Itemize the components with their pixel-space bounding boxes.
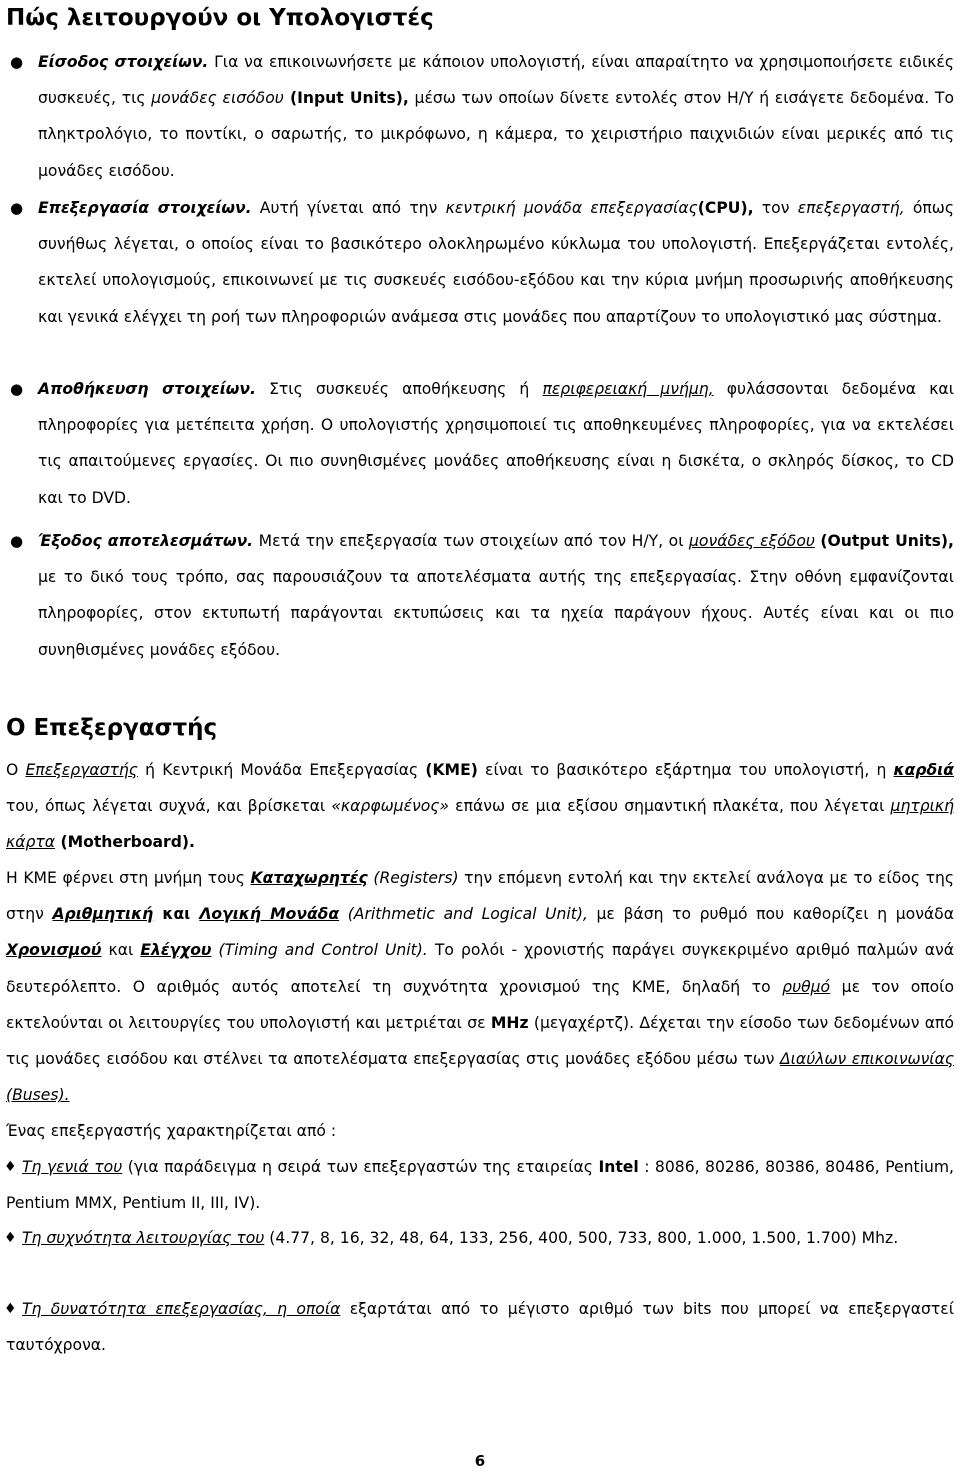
term-mhz: MHz — [490, 1013, 529, 1032]
term-output-units-en: (Output Units), — [820, 532, 954, 550]
paragraph-processor-intro — [6, 752, 954, 861]
paragraph-frequency — [6, 1220, 954, 1256]
diamond-bullet-icon: ♦ — [4, 1159, 17, 1175]
term-processor: επεξεργαστή, — [797, 199, 905, 217]
paragraph-storage — [38, 371, 954, 516]
bullet-icon: ● — [10, 53, 24, 71]
paragraph-input — [38, 44, 954, 189]
text: την επόμενη εντολή και την εκτελεί ανάλογα με το είδος της στην — [6, 869, 955, 924]
bullet-icon: ● — [10, 199, 24, 217]
term-input-units: μονάδες εισόδου — [151, 89, 284, 108]
term-intel: Intel — [598, 1158, 639, 1176]
text: με τον οποίο εκτελούνται οι λειτουργίες του υπολογιστή και μετριέται σε — [6, 977, 954, 1032]
text: Μετά την επεξεργασία των στοιχείων από τον Η/Υ, οι — [253, 532, 690, 550]
term-cpu-en: (CPU), — [697, 199, 754, 217]
term-timing-control-en: (Timing and Control Unit). — [211, 941, 428, 960]
label-processing: Επεξεργασία στοιχείων. — [38, 199, 252, 217]
paragraph-processor-operation — [6, 860, 954, 1113]
text: Ο — [6, 761, 26, 779]
paragraph-generation — [6, 1149, 954, 1221]
text: Το ρολόι - χρονιστής παράγει συγκεκριμένο αριθμό παλμών ανά δευτερόλεπτο. Ο αριθμός αυτός αποτελεί τη συχνότητα χρονισμού της ΚΜΕ, δηλαδή το — [6, 941, 954, 996]
text: Η ΚΜΕ φέρνει στη μνήμη τους — [6, 869, 251, 887]
text: και — [101, 941, 141, 960]
term-heart: καρδιά — [893, 761, 954, 779]
text: του, όπως λέγεται συχνά, και βρίσκεται — [6, 797, 332, 816]
text: εξαρτάται από το μέγιστο αριθμό των bits που μπορεί να επεξεργαστεί ταυτόχρονα. — [6, 1300, 954, 1355]
text: (4.77, 8, 16, 32, 48, 64, 133, 256, 400, 500, 733, 800, 1.000, 1.500, 1.700) Mhz. — [264, 1229, 899, 1247]
text: : 8086, 80286, 80386, 80486, Pentium, Pentium MMX, Pentium II, III, IV). — [6, 1158, 954, 1213]
page-number: 6 — [474, 1452, 486, 1470]
term-arithmetic: Αριθμητική — [52, 905, 154, 924]
term-alu-en: (Arithmetic and Logical Unit), — [339, 905, 588, 924]
term-cpu: κεντρική μονάδα επεξεργασίας — [445, 199, 698, 217]
bullet-icon: ● — [10, 532, 24, 550]
text: Για να επικοινωνήσετε με κάποιον υπολογιστή, είναι απαραίτητο να χρησιμοποιήσετε ειδικές συσκευές, τις — [38, 53, 954, 108]
term-control: Ελέγχου — [140, 941, 212, 960]
paragraph-characteristics-intro: Ένας επεξεργαστής χαρακτηρίζεται από : — [6, 1122, 337, 1140]
paragraph-output — [38, 523, 954, 668]
term-rate: ρυθμό — [782, 977, 831, 996]
text: ή Κεντρική Μονάδα Επεξεργασίας — [137, 761, 426, 779]
text: Στις συσκευές αποθήκευσης ή — [255, 380, 543, 398]
text: Αυτή γίνεται από την — [251, 199, 446, 217]
text: φυλάσσονται δεδομένα και πληροφορίες για μετέπειτα χρήση. Ο υπολογιστής χρησιμοποιεί τις αποθηκευμένες πληροφορίες, για να εκτελέσει τις απαιτούμενες εργασίες. Οι πιο συνηθισμένες μονάδες αποθήκευσης είναι η δισκέτα, ο σκληρός δίσκος, το CD και το DVD. — [38, 380, 954, 507]
text: (μεγαχέρτζ). Δέχεται την είσοδο των δεδομένων από τις μονάδες εισόδου και στέλνει τα αποτελέσματα επεξεργασίας στις μονάδες εξόδου μέσω των — [6, 1013, 954, 1069]
text: τον — [753, 199, 798, 217]
term-output-units: μονάδες εξόδου — [689, 532, 815, 550]
label-input: Είσοδος στοιχείων. — [38, 53, 209, 71]
term-registers-en: (Registers) — [367, 869, 459, 887]
term-kme: (ΚΜΕ) — [425, 761, 478, 779]
text: επάνω σε μια εξίσου σημαντική πλακέτα, που λέγεται — [449, 797, 891, 816]
label-frequency: Τη συχνότητα λειτουργίας του — [22, 1229, 265, 1247]
text: όπως συνήθως λέγεται, ο οποίος είναι το βασικότερο ολοκληρωμένο κύκλωμα του υπολογιστή. Επεξεργάζεται εντολές, εκτελεί υπολογισμούς, επικοινωνεί με τις συσκευές εισόδου-εξόδου και την κύρια μνήμη προσωρινής αποθήκευσης και γενικά ελέγχει τη ροή των πληροφοριών ανάμεσα στις μονάδες που απαρτίζουν το υπολογιστικό μας σύστημα. — [38, 199, 954, 326]
text: μέσω των οποίων δίνετε εντολές στον Η/Υ ή εισάγετε δεδομένα. Το πληκτρολόγιο, το ποντίκι, ο σαρωτής, το μικρόφωνο, η κάμερα, το χειριστήριο παιχνιδιών είναι μερικές από τις μονάδες εισόδου. — [38, 89, 954, 180]
term-logical-unit: Λογική Μονάδα — [199, 905, 340, 924]
text: είναι το βασικότερο εξάρτημα του υπολογιστή, η — [477, 761, 894, 779]
label-capacity: Τη δυνατότητα επεξεργασίας, η οποία — [22, 1300, 341, 1318]
term-embedded: «καρφωμένος» — [331, 797, 450, 816]
label-output: Έξοδος αποτελεσμάτων. — [38, 532, 254, 550]
term-processor: Επεξεργαστής — [25, 761, 138, 779]
label-generation: Τη γενιά του — [22, 1158, 123, 1176]
term-motherboard: μητρική κάρτα — [6, 797, 954, 852]
term-timing: Χρονισμού — [6, 941, 102, 960]
bullet-icon: ● — [10, 380, 24, 398]
term-peripheral-memory: περιφερειακή μνήμη, — [542, 380, 714, 398]
term-registers: Καταχωρητές — [250, 869, 368, 887]
text: και — [153, 905, 200, 924]
section-title-processor: Ο Επεξεργαστής — [6, 715, 218, 741]
text: με το δικό τους τρόπο, σας παρουσιάζουν τα αποτελέσματα αυτής της επεξεργασίας. Στην οθόνη εμφανίζονται πληροφορίες, στον εκτυπωτή παράγονται εκτυπώσεις και τα ηχεία παράγουν ήχους. Αυτές είναι και οι πιο συνηθισμένες μονάδες εξόδου. — [38, 568, 954, 659]
term-input-units-en: (Input Units), — [283, 89, 409, 108]
diamond-bullet-icon: ♦ — [4, 1230, 17, 1246]
diamond-bullet-icon: ♦ — [4, 1301, 17, 1317]
paragraph-processing — [38, 190, 954, 335]
section-title-how-computers-work: Πώς λειτουργούν οι Υπολογιστές — [6, 5, 434, 31]
text: (για παράδειγμα η σειρά των επεξεργαστών της εταιρείας — [122, 1158, 599, 1176]
text: με βάση το ρυθμό που καθορίζει η μονάδα — [587, 905, 955, 924]
label-storage: Αποθήκευση στοιχείων. — [38, 380, 256, 398]
term-buses: Διαύλων επικοινωνίας (Buses). — [6, 1050, 955, 1105]
paragraph-capacity — [6, 1291, 954, 1363]
term-motherboard-en: (Motherboard). — [55, 833, 195, 852]
